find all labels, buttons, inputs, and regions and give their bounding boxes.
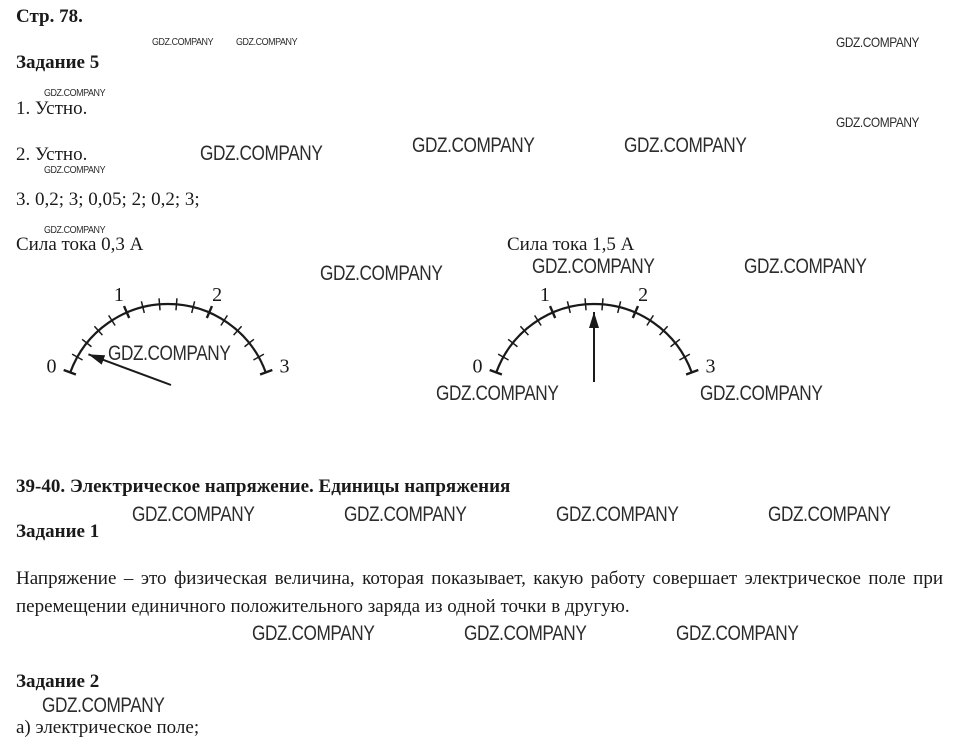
ammeter-dial-1 [46, 284, 289, 385]
watermark: GDZ.COMPANY [436, 382, 559, 405]
watermark: GDZ.COMPANY [768, 503, 891, 526]
task1-title: Задание 1 [16, 521, 100, 542]
watermark: GDZ.COMPANY [344, 503, 467, 526]
minor-tick [647, 315, 653, 325]
scale-label: 1 [539, 284, 550, 307]
minor-tick [585, 298, 586, 310]
minor-tick [535, 315, 541, 325]
task5-title: Задание 5 [16, 52, 100, 73]
watermark: GDZ.COMPANY [676, 622, 799, 645]
minor-tick [602, 298, 603, 310]
watermark: GDZ.COMPANY [200, 142, 323, 165]
minor-tick [221, 315, 227, 325]
minor-tick [176, 298, 177, 310]
watermark: GDZ.COMPANY [744, 255, 867, 278]
scale-label: 2 [638, 284, 649, 307]
watermark: GDZ.COMPANY [44, 87, 106, 99]
meter-2-caption: Сила тока 1,5 А [507, 234, 635, 255]
task1-text: Напряжение – это физическая величина, которая показывает, какую работу совершает электрическое поле при перемещении единичного положительного заряда из одной точки в другую. [16, 568, 943, 617]
scale-label: 1 [113, 284, 124, 307]
watermark: GDZ.COMPANY [464, 622, 587, 645]
watermark: GDZ.COMPANY [836, 34, 920, 50]
task5-item-3: 3. 0,2; 3; 0,05; 2; 0,2; 3; [16, 189, 200, 210]
task2-item-a: а) электрическое поле; [16, 717, 200, 738]
watermark: GDZ.COMPANY [556, 503, 679, 526]
minor-tick [159, 298, 160, 310]
watermark: GDZ.COMPANY [836, 114, 920, 130]
watermark: GDZ.COMPANY [236, 36, 298, 48]
watermark: GDZ.COMPANY [624, 134, 747, 157]
meter-1-caption: Сила тока 0,3 А [16, 234, 144, 255]
scale-label: 2 [212, 284, 223, 307]
scale-label: 0 [46, 355, 57, 378]
minor-tick [109, 315, 115, 325]
watermark: GDZ.COMPANY [412, 134, 535, 157]
task2-title: Задание 2 [16, 671, 100, 692]
task5-item-1: 1. Устно. [16, 98, 88, 119]
watermark: GDZ.COMPANY [42, 694, 165, 717]
scale-label: 3 [279, 355, 290, 378]
needle-arrowhead [589, 312, 599, 328]
watermark: GDZ.COMPANY [132, 503, 255, 526]
section-title: 39-40. Электрическое напряжение. Единицы напряжения [16, 476, 511, 497]
watermark: GDZ.COMPANY [320, 262, 443, 285]
needle-arrowhead [88, 354, 105, 364]
watermark: GDZ.COMPANY [108, 342, 231, 365]
scale-label: 3 [705, 355, 716, 378]
watermark: GDZ.COMPANY [532, 255, 655, 278]
watermark: GDZ.COMPANY [152, 36, 214, 48]
ammeter-dial-2 [472, 284, 715, 382]
watermark: GDZ.COMPANY [252, 622, 375, 645]
scale-label: 0 [472, 355, 483, 378]
watermark: GDZ.COMPANY [44, 224, 106, 236]
watermark: GDZ.COMPANY [700, 382, 823, 405]
task5-item-2: 2. Устно. [16, 144, 88, 165]
watermark: GDZ.COMPANY [44, 164, 106, 176]
page-header: Стр. 78. [16, 6, 83, 27]
